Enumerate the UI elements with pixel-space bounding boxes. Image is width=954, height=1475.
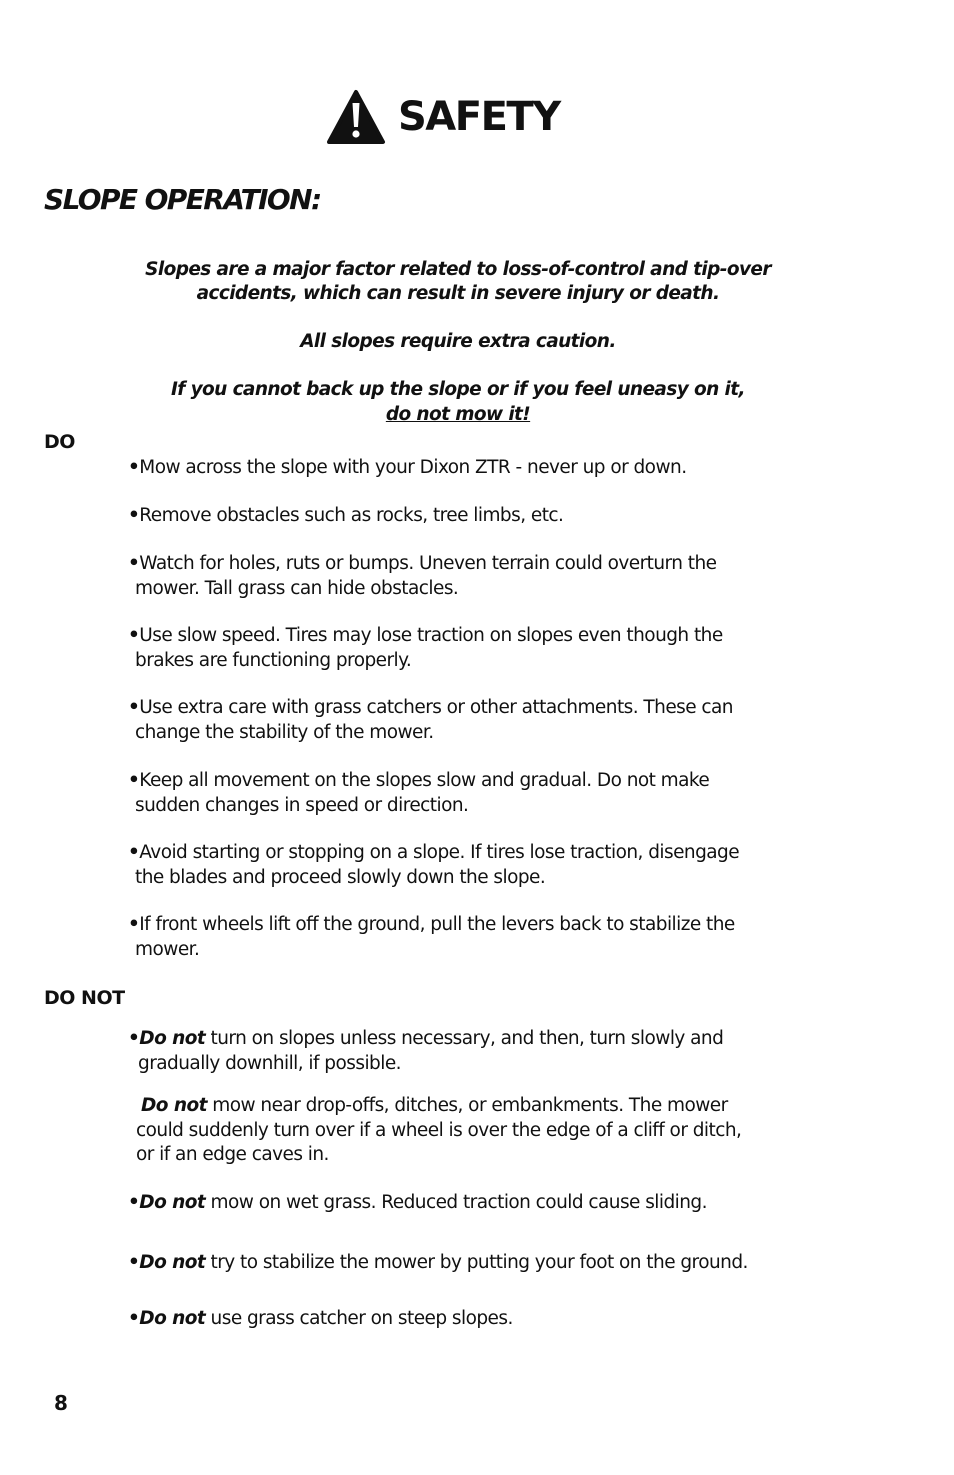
do-not-item-2	[136, 1094, 836, 1168]
bullet-icon: •	[128, 1308, 140, 1329]
bullet-icon: •	[128, 1028, 140, 1049]
page-title: SAFETY	[398, 94, 560, 140]
do-not-item-text: try to stabilize the mower by putting your foot on the ground.	[205, 1252, 748, 1273]
do-item-text: Keep all movement on the slopes slow and gradual. Do not make	[139, 770, 710, 791]
do-item-text: Remove obstacles such as rocks, tree limbs, etc.	[139, 505, 564, 526]
do-item-text-cont: mower.	[135, 938, 200, 960]
warning-line-4: If you cannot back up the slope or if you feel uneasy on it,	[171, 379, 745, 400]
do-item-text: If front wheels lift off the ground, pull the levers back to stabilize the	[139, 914, 735, 935]
section-title: SLOPE OPERATION:	[44, 183, 321, 216]
do-item-8	[128, 913, 828, 962]
do-not-heading: DO NOT	[44, 987, 125, 1009]
do-not-emphasis: Do not	[139, 1028, 206, 1049]
do-not-item-text: mow near drop-offs, ditches, or embankments. The mower	[206, 1095, 728, 1116]
do-item-2	[128, 504, 828, 529]
do-not-emphasis: Do not	[141, 1095, 207, 1116]
do-heading: DO	[44, 431, 75, 453]
do-item-text: Mow across the slope with your Dixon ZTR - never up or down.	[139, 457, 687, 478]
bullet-icon: •	[128, 553, 140, 574]
do-not-item-text: use grass catcher on steep slopes.	[205, 1308, 513, 1329]
do-not-item-text-cont: could suddenly turn over if a wheel is over the edge of a cliff or ditch,	[136, 1119, 742, 1141]
do-item-text-cont: sudden changes in speed or direction.	[135, 794, 469, 816]
do-item-6	[128, 769, 828, 818]
bullet-icon: •	[128, 625, 140, 646]
do-item-7	[128, 841, 828, 890]
do-not-item-text: mow on wet grass. Reduced traction could cause sliding.	[205, 1192, 707, 1213]
do-item-5	[128, 696, 828, 745]
do-not-emphasis: Do not	[139, 1308, 206, 1329]
warning-line-1: Slopes are a major factor related to loss-of-control and tip-over	[145, 259, 771, 280]
do-not-item-3	[128, 1191, 828, 1216]
bullet-icon: •	[128, 457, 140, 478]
do-item-text-cont: mower. Tall grass can hide obstacles.	[135, 577, 459, 599]
warning-line-3: All slopes require extra caution.	[300, 331, 616, 352]
do-item-4	[128, 624, 828, 673]
warning-emphasis: do not mow it!	[385, 404, 531, 425]
bullet-icon: •	[128, 770, 140, 791]
do-item-text: Watch for holes, ruts or bumps. Uneven terrain could overturn the	[139, 553, 717, 574]
do-item-text: Use slow speed. Tires may lose traction on slopes even though the	[139, 625, 723, 646]
do-item-text-cont: brakes are functioning properly.	[135, 649, 412, 671]
do-item-text: Use extra care with grass catchers or other attachments. These can	[139, 697, 733, 718]
do-not-item-5	[128, 1307, 828, 1332]
warning-line-2: accidents, which can result in severe injury or death.	[196, 283, 720, 304]
do-not-emphasis: Do not	[139, 1252, 206, 1273]
bullet-icon: •	[128, 914, 140, 935]
warning-triangle-icon	[326, 89, 386, 145]
page-number: 8	[54, 1391, 68, 1415]
bullet-icon: •	[128, 1192, 140, 1213]
do-not-item-4	[128, 1251, 828, 1276]
bullet-icon: •	[128, 842, 140, 863]
do-item-text-cont: the blades and proceed slowly down the slope.	[135, 866, 546, 888]
do-item-text-cont: change the stability of the mower.	[135, 721, 434, 743]
do-item-text: Avoid starting or stopping on a slope. If tires lose traction, disengage	[139, 842, 740, 863]
do-not-item-text-cont: or if an edge caves in.	[136, 1144, 329, 1165]
bullet-icon: •	[128, 697, 140, 718]
do-not-item-text: turn on slopes unless necessary, and then, turn slowly and	[205, 1028, 724, 1049]
do-item-1	[128, 456, 828, 481]
do-not-emphasis: Do not	[139, 1192, 206, 1213]
do-not-item-1	[128, 1027, 828, 1076]
do-not-item-text-cont: gradually downhill, if possible.	[138, 1052, 401, 1074]
bullet-icon: •	[128, 1252, 140, 1273]
page-header	[326, 88, 560, 146]
bullet-icon: •	[128, 505, 140, 526]
warning-line-5	[100, 403, 816, 427]
do-item-3	[128, 552, 828, 601]
